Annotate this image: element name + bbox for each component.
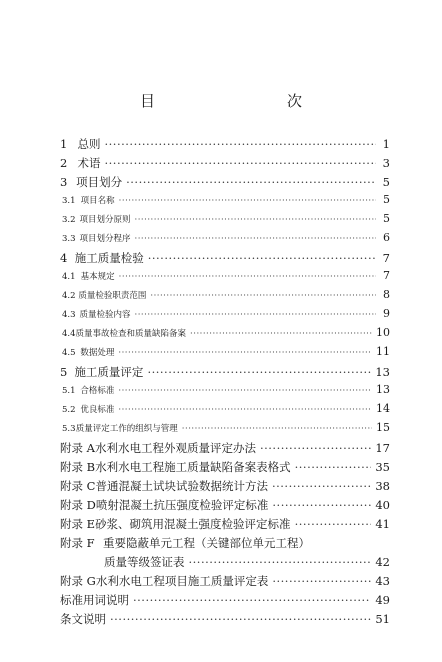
toc-leader-dots <box>189 555 372 569</box>
toc-entry-page: 41 <box>375 517 390 531</box>
toc-entry-page: 6 <box>383 231 390 244</box>
toc-entry[interactable] <box>60 402 390 421</box>
toc-entry-page: 1 <box>382 137 390 151</box>
toc-entry-number: 1 <box>60 137 68 151</box>
toc-entry[interactable] <box>60 421 390 440</box>
toc-entry-page: 8 <box>383 288 390 301</box>
toc-leader-dots <box>295 517 372 531</box>
toc-entry-number: 2 <box>60 156 68 170</box>
toc-entry[interactable] <box>60 250 390 269</box>
toc-entry-page: 14 <box>376 402 390 415</box>
toc-leader-dots <box>272 574 371 588</box>
toc-entry[interactable] <box>60 345 390 364</box>
toc-leader-dots <box>118 386 372 396</box>
toc-entry-label: 水利水电工程项目施工质量评定表 <box>95 574 269 588</box>
toc-entry-number: 4.5 <box>62 348 76 358</box>
toc-entry-label: 项目名称 <box>80 196 115 206</box>
toc-entry[interactable] <box>60 269 390 288</box>
toc-entry-number: 4 <box>60 251 68 265</box>
toc-entry-page: 38 <box>375 479 390 493</box>
toc-entry-label: 条文说明 <box>60 612 106 626</box>
toc-entry-label: 优良标准 <box>80 405 115 415</box>
toc-entry-label: 合格标准 <box>80 386 115 396</box>
toc-entry-number: 5.1 <box>62 386 76 396</box>
toc-entry-label: 质量事故检查和质量缺陷备案 <box>75 329 187 339</box>
toc-entry-label: 施工质量检验 <box>74 251 144 265</box>
toc-entry-label: 项目划分程序 <box>79 234 131 244</box>
page-title: 目 次 <box>139 92 336 110</box>
toc-entry[interactable] <box>60 383 390 402</box>
toc-leader-dots <box>182 424 372 434</box>
toc-entry-label: 质量检验内容 <box>79 310 131 320</box>
toc-entry-label: 项目划分 <box>76 175 123 189</box>
toc-entry[interactable] <box>60 592 390 611</box>
toc-entry-label: 质量检验职责范围 <box>78 291 147 301</box>
toc-entry-number: 5 <box>60 365 68 379</box>
toc-entry-label: 施工质量评定 <box>74 365 144 379</box>
toc-leader-dots <box>135 310 376 320</box>
toc-leader-dots <box>126 175 376 189</box>
toc-leader-dots <box>150 291 376 301</box>
toc-entry-label: 水利水电工程外观质量评定办法 <box>94 441 256 455</box>
toc-entry-number: 4.1 <box>62 272 76 282</box>
toc-entry-page: 7 <box>382 251 390 265</box>
toc-entry[interactable] <box>60 611 390 630</box>
toc-entry-page: 17 <box>375 441 390 455</box>
toc-entry[interactable] <box>60 212 390 231</box>
toc-leader-dots <box>135 234 376 244</box>
toc-leader-dots <box>118 405 372 415</box>
toc-entry-label: 重要隐蔽单元工程（关键部位单元工程） <box>103 536 310 550</box>
toc-leader-dots <box>147 365 371 379</box>
toc-entry[interactable] <box>60 174 390 193</box>
toc-entry-page: 13 <box>375 365 390 379</box>
table-of-contents <box>60 136 390 630</box>
toc-entry-label: 质量等级签证表 <box>104 555 185 569</box>
toc-entry[interactable] <box>60 440 390 459</box>
toc-entry[interactable] <box>60 288 390 307</box>
toc-entry-page: 5 <box>382 175 390 189</box>
toc-entry-number: 3.3 <box>62 234 76 244</box>
toc-entry-page: 13 <box>376 383 390 396</box>
toc-leader-dots <box>110 612 371 626</box>
toc-entry-page: 35 <box>375 460 390 474</box>
toc-entry[interactable] <box>60 231 390 250</box>
toc-entry-number: 附录 B <box>60 460 96 474</box>
toc-entry-number: 附录 C <box>60 479 96 493</box>
toc-leader-dots <box>272 479 371 493</box>
toc-entry-label: 水利水电工程施工质量缺陷备案表格式 <box>95 460 291 474</box>
toc-entry-number: 附录 G <box>60 574 96 588</box>
toc-entry-number: 附录 D <box>60 498 96 512</box>
toc-entry-page: 49 <box>375 593 390 607</box>
toc-entry[interactable] <box>60 155 390 174</box>
toc-entry-number: 3.1 <box>62 196 76 206</box>
toc-entry[interactable] <box>60 573 390 592</box>
toc-leader-dots <box>119 272 376 282</box>
toc-entry[interactable] <box>60 497 390 516</box>
toc-entry[interactable] <box>60 554 390 573</box>
toc-entry-label: 术语 <box>77 156 101 170</box>
toc-entry-number: 附录 A <box>60 441 95 455</box>
toc-entry-label: 总则 <box>77 137 101 151</box>
toc-leader-dots <box>118 348 372 358</box>
toc-entry-number: 3.2 <box>62 215 76 225</box>
toc-entry-page: 43 <box>375 574 390 588</box>
toc-entry-label: 项目划分原则 <box>79 215 131 225</box>
toc-entry-label: 砂浆、砌筑用混凝土强度检验评定标准 <box>95 517 291 531</box>
toc-entry-page: 5 <box>383 212 390 225</box>
toc-leader-dots <box>119 196 376 206</box>
toc-entry-label: 普通混凝土试块试验数据统计方法 <box>95 479 268 493</box>
toc-entry-number: 附录 F <box>60 536 95 550</box>
toc-entry-page: 40 <box>375 498 390 512</box>
toc-entry-number: 5.3 <box>62 424 76 434</box>
toc-entry-number: 3 <box>60 175 68 189</box>
toc-entry-page: 5 <box>383 193 390 206</box>
toc-leader-dots <box>133 593 371 607</box>
toc-entry[interactable] <box>60 459 390 478</box>
toc-leader-dots <box>135 215 376 225</box>
toc-entry[interactable] <box>60 364 390 383</box>
toc-entry-page: 7 <box>383 269 390 282</box>
toc-leader-dots <box>148 251 376 265</box>
toc-entry-number: 附录 E <box>60 517 96 531</box>
toc-leader-dots <box>105 156 377 170</box>
toc-entry-label: 基本规定 <box>80 272 115 282</box>
toc-leader-dots <box>272 498 371 512</box>
toc-entry-label: 喷射混凝土抗压强度检验评定标准 <box>95 498 269 512</box>
toc-entry-number: 5.2 <box>62 405 76 415</box>
toc-entry-page: 15 <box>376 421 390 434</box>
toc-entry[interactable] <box>60 307 390 326</box>
toc-entry-label: 质量评定工作的组织与管理 <box>75 424 178 434</box>
toc-entry[interactable] <box>60 326 390 345</box>
toc-entry-number: 4.4 <box>62 329 76 339</box>
toc-entry[interactable] <box>60 535 390 554</box>
toc-entry[interactable] <box>60 136 390 155</box>
toc-entry-label: 标准用词说明 <box>60 593 129 607</box>
toc-entry-page: 42 <box>375 555 390 569</box>
toc-leader-dots <box>105 137 377 151</box>
toc-leader-dots <box>260 441 371 455</box>
toc-entry[interactable] <box>60 193 390 212</box>
toc-entry-page: 10 <box>376 326 390 339</box>
toc-entry-label: 数据处理 <box>80 348 115 358</box>
toc-entry-page: 9 <box>383 307 390 320</box>
toc-entry[interactable] <box>60 478 390 497</box>
toc-leader-dots <box>295 460 372 474</box>
toc-entry-page: 11 <box>376 345 390 358</box>
toc-leader-dots <box>190 329 372 339</box>
toc-entry-number: 4.3 <box>62 310 76 320</box>
toc-entry-page: 3 <box>382 156 390 170</box>
toc-entry-page: 51 <box>375 612 390 626</box>
toc-entry[interactable] <box>60 516 390 535</box>
toc-entry-number: 4.2 <box>62 291 76 301</box>
